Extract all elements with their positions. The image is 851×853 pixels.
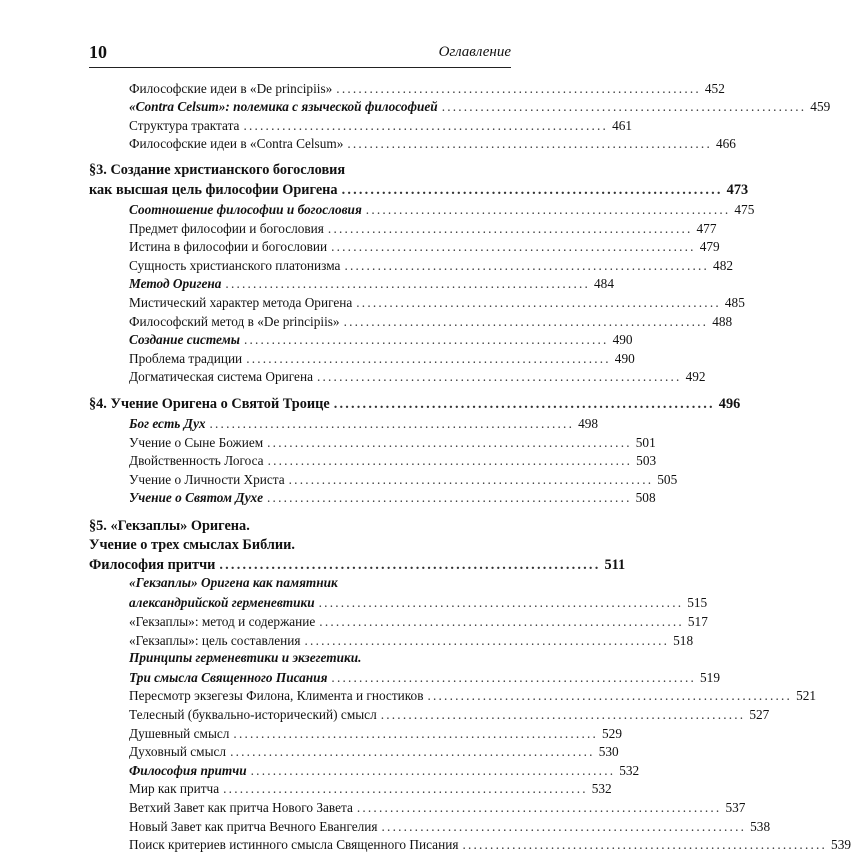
section-heading-entry: Философия притчи .................................................................. 511 <box>89 557 626 574</box>
section-heading-entry: как высшая цель философии Оригена .................................................................. 473 <box>89 182 749 199</box>
toc-entry: Учение о Личности Христа .................................................................. 505 <box>129 471 678 487</box>
toc-entry: «Гекзаплы»: цель составления .................................................................. 518 <box>129 632 694 648</box>
page-number: 10 <box>89 42 107 62</box>
section-heading: §3. Создание христианского богословия <box>89 162 346 179</box>
toc-entry: Три смысла Священного Писания .................................................................. 519 <box>129 669 720 685</box>
toc-entry-line: Принципы герменевтики и экзегетики. <box>129 649 362 665</box>
toc-entry: Телесный (буквально-исторический) смысл .................................................................. 527 <box>129 707 770 723</box>
section-heading: Учение о трех смыслах Библии. <box>89 537 295 554</box>
toc-entry: Учение о Святом Духе .................................................................. 508 <box>129 490 656 506</box>
toc-entry: Догматическая система Оригена .................................................................. 492 <box>129 369 706 385</box>
running-title: Оглавление <box>438 44 511 60</box>
toc-entry: Новый Завет как притча Вечного Евангелия .................................................................. 538 <box>129 818 771 834</box>
toc-entry: Создание системы .................................................................. 490 <box>129 332 633 348</box>
toc-entry: Метод Оригена .................................................................. 484 <box>129 276 614 292</box>
toc-entry-line: «Гекзаплы» Оригена как памятник <box>129 575 338 591</box>
section-heading: §5. «Гекзаплы» Оригена. <box>89 518 250 535</box>
toc-entry: Бог есть Дух .................................................................. 498 <box>129 415 599 431</box>
toc-entry: Предмет философии и богословия .................................................................. 477 <box>129 220 717 236</box>
table-of-contents <box>89 78 851 853</box>
page-header <box>89 40 511 66</box>
toc-entry: «Гекзаплы»: метод и содержание .................................................................. 517 <box>129 614 708 630</box>
toc-entry: Мир как притча .................................................................. 532 <box>129 781 612 797</box>
toc-entry: Философские идеи в «De principiis» .................................................................. 452 <box>129 80 725 96</box>
toc-entry: Учение о Сыне Божием .................................................................. 501 <box>129 434 656 450</box>
toc-entry: Поиск критериев истинного смысла Священного Писания .................................................................. 539 <box>129 837 851 853</box>
section-heading-entry: §4. Учение Оригена о Святой Троице .................................................................. 496 <box>89 396 741 413</box>
toc-entry: Философские идеи в «Contra Celsum» .................................................................. 466 <box>129 136 736 152</box>
toc-entry: Структура трактата .................................................................. 461 <box>129 117 633 133</box>
toc-entry: Философия притчи .................................................................. 532 <box>129 762 640 778</box>
toc-entry: Ветхий Завет как притча Нового Завета .................................................................. 537 <box>129 800 746 815</box>
toc-entry: Сущность христианского платонизма .................................................................. 482 <box>129 257 733 273</box>
toc-entry: Истина в философии и богословии .................................................................. 479 <box>129 239 720 255</box>
toc-entry: Духовный смысл .................................................................. 530 <box>129 744 619 760</box>
toc-entry: Проблема традиции .................................................................. 490 <box>129 350 635 366</box>
toc-entry: Пересмотр экзегезы Филона, Климента и гностиков .................................................................. 521 <box>129 688 817 704</box>
toc-entry: александрийской герменевтики .................................................................. 515 <box>129 595 708 611</box>
toc-entry: Соотношение философии и богословия .................................................................. 475 <box>129 201 755 217</box>
header-rule <box>89 67 511 68</box>
toc-entry: Двойственность Логоса .................................................................. 503 <box>129 453 657 469</box>
toc-entry: Философский метод в «De principiis» .................................................................. 488 <box>129 313 733 329</box>
toc-entry: «Contra Celsum»: полемика с языческой философией .................................................................. 459 <box>129 99 831 115</box>
toc-entry: Мистический характер метода Оригена .................................................................. 485 <box>129 294 745 310</box>
toc-entry: Душевный смысл .................................................................. 529 <box>129 725 622 741</box>
